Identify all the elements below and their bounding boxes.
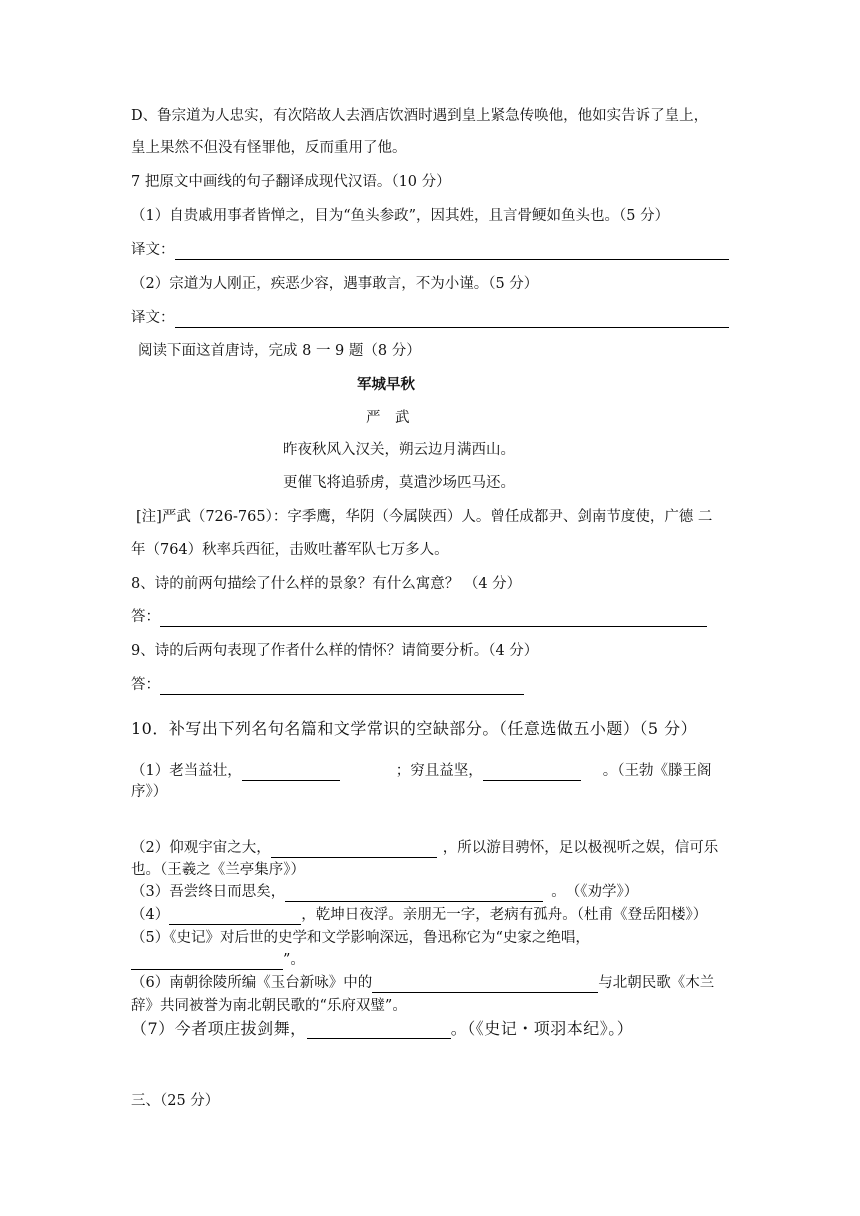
fill-text: ，乾坤日夜浮。亲朋无一字，老病有孤舟。（杜甫《登岳阳楼》） <box>301 907 708 923</box>
answer-label: 答： <box>131 677 160 693</box>
q10-item4 <box>131 905 707 925</box>
q7-sub1: （1）自贵戚用事者皆惮之，目为“鱼头参政”，因其姓，且言骨鲠如鱼头也。（5 分） <box>131 208 670 224</box>
q10-item3 <box>131 882 638 902</box>
q7-sub2-answer <box>131 308 729 328</box>
answer-label: 答： <box>131 609 160 625</box>
q10-item1-line1 <box>131 761 711 781</box>
q9-prompt: 9、诗的后两句表现了作者什么样的情怀？请简要分析。（4 分） <box>131 643 539 659</box>
fill-blank[interactable] <box>483 766 581 781</box>
q10-item2-line2: 也。（王羲之《兰亭集序》） <box>131 862 305 878</box>
fill-blank[interactable] <box>271 843 437 858</box>
fill-text: （1）老当益壮， <box>131 763 242 779</box>
fill-text: ；穷且益坚， <box>395 763 483 779</box>
q7-sub1-answer <box>131 240 729 260</box>
section3-heading: 三、（25 分） <box>131 1093 220 1109</box>
fill-text: （2）仰观宇宙之大， <box>131 840 271 856</box>
fill-text: 。（王勃《滕王阁 <box>602 763 712 779</box>
q8-prompt: 8、诗的前两句描绘了什么样的景象？有什么寓意？ （4 分） <box>131 576 522 592</box>
poem-author: 严 武 <box>366 410 410 426</box>
fill-text: （6）南朝徐陵所编《玉台新咏》中的 <box>131 975 373 991</box>
answer-blank[interactable] <box>175 313 729 328</box>
q10-item7 <box>131 1019 633 1039</box>
q10-item2-line1 <box>131 838 718 858</box>
poem-note-line2: 年（764）秋率兵西征，击败吐蕃军队七万多人。 <box>131 542 449 558</box>
fill-text: ，所以游目骋怀，足以极视听之娱，信可乐 <box>442 840 719 856</box>
q10-item1-line2: 序》） <box>131 784 168 800</box>
answer-label: 译文： <box>131 310 175 326</box>
q7-prompt: 7 把原文中画线的句子翻译成现代汉语。（10 分） <box>131 174 451 190</box>
fill-blank[interactable] <box>372 978 598 993</box>
fill-text: 。 （《劝学》） <box>551 884 639 900</box>
fill-blank[interactable] <box>242 766 340 781</box>
fill-text: ”。 <box>283 952 305 968</box>
poem-title: 军城早秋 <box>357 376 415 393</box>
fill-text: （7）今者项庄拔剑舞， <box>131 1019 307 1038</box>
q10-item5-line2 <box>131 950 305 970</box>
fill-text: （4） <box>131 907 170 923</box>
q7-sub2: （2）宗道为人刚正，疾恶少容，遇事敢言，不为小谨。（5 分） <box>131 276 539 292</box>
fill-text: （3）吾尝终日而思矣， <box>131 884 286 900</box>
q10-prompt: 10．补写出下列名句名篇和文学常识的空缺部分。（任意选做五小题）（5 分） <box>131 719 698 738</box>
fill-text: 与北朝民歌《木兰 <box>598 975 715 991</box>
q9-answer <box>131 675 524 695</box>
poem-note-line1: [注]严武（726-765）：字季鹰，华阴（今属陕西）人。曾任成都尹、剑南节度使，广德 二 <box>136 509 713 525</box>
fill-blank[interactable] <box>131 955 283 970</box>
poem-line1: 昨夜秋风入汉关，朔云边月满西山。 <box>283 442 515 458</box>
q10-item5-line1: （5）《史记》对后世的史学和文学影响深远，鲁迅称它为“史家之绝唱， <box>131 930 590 946</box>
answer-blank[interactable] <box>160 680 524 695</box>
fill-blank[interactable] <box>307 1024 451 1039</box>
answer-blank[interactable] <box>160 612 707 627</box>
fill-blank[interactable] <box>169 910 301 925</box>
fill-blank[interactable] <box>285 887 543 902</box>
answer-label: 译文： <box>131 242 175 258</box>
q8-answer <box>131 607 707 627</box>
q10-item6-line2: 辞》共同被誉为南北朝民歌的“乐府双璧”。 <box>131 998 407 1014</box>
option-d-line1: D、鲁宗道为人忠实，有次陪故人去酒店饮酒时遇到皇上紧急传唤他，他如实告诉了皇上， <box>131 108 709 124</box>
poem-line2: 更催飞将追骄虏，莫遣沙场匹马还。 <box>283 475 515 491</box>
q10-item6-line1 <box>131 973 714 993</box>
option-d-line2: 皇上果然不但没有怪罪他，反而重用了他。 <box>131 140 407 156</box>
answer-blank[interactable] <box>175 245 729 260</box>
fill-text: 。（《史记・项羽本纪》。） <box>450 1019 634 1038</box>
poem-instruction: 阅读下面这首唐诗，完成 8 一 9 题（8 分） <box>138 343 421 359</box>
